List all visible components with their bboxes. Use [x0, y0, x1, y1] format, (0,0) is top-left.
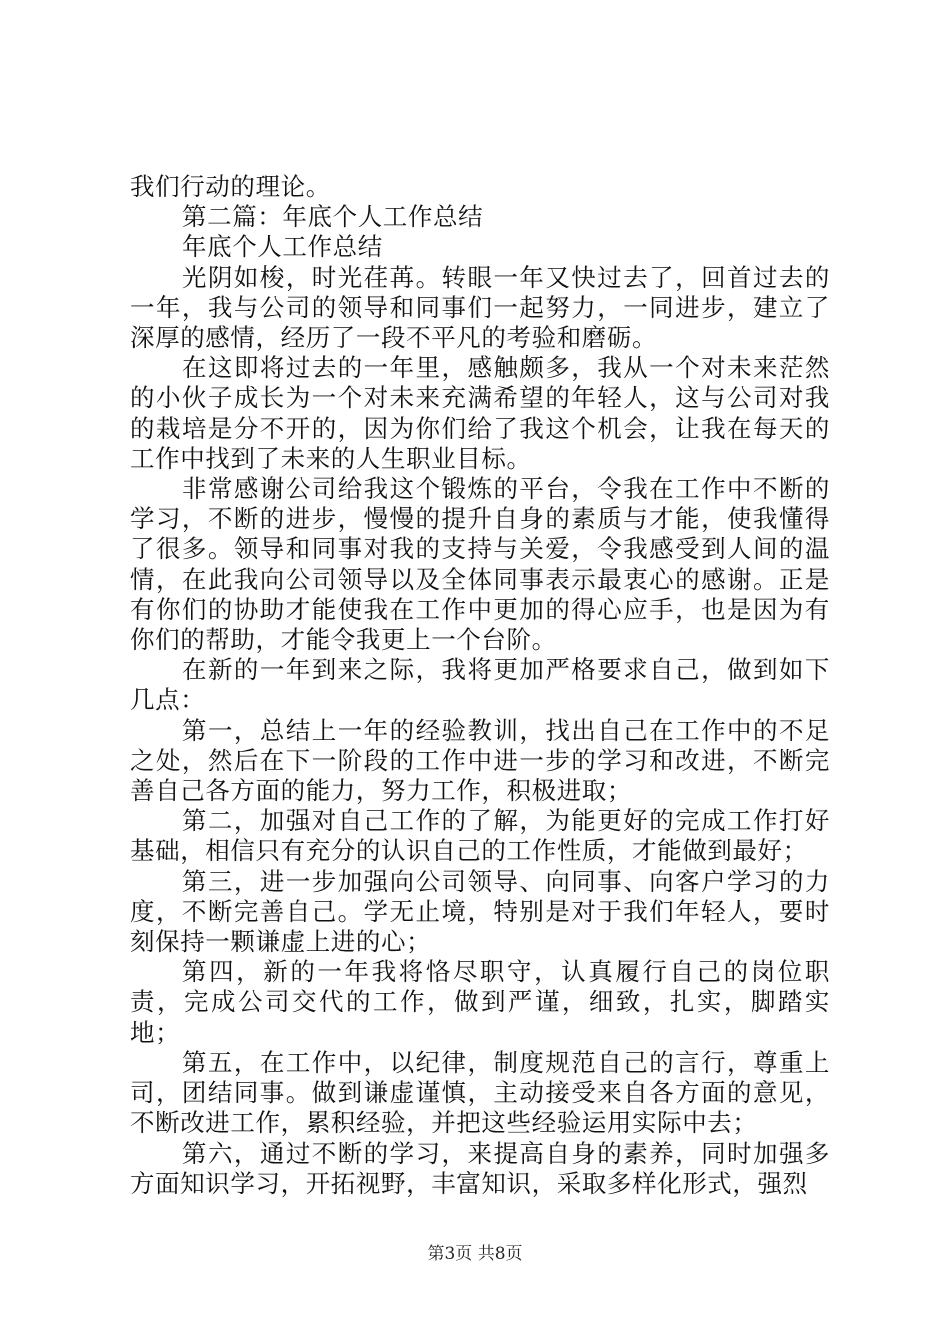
document-body — [130, 172, 830, 1199]
paragraph: 光阴如梭，时光荏苒。转眼一年又快过去了，回首过去的一年，我与公司的领导和同事们一起努力，一同进步，建立了深厚的感情，经历了一段不平凡的考验和磨砺。 — [130, 262, 830, 353]
paragraph: 在这即将过去的一年里，感触颇多，我从一个对未来茫然的小伙子成长为一个对未来充满希望的年轻人，这与公司对我的栽培是分不开的，因为你们给了我这个机会，让我在每天的工作中找到了未来的人生职业目标。 — [130, 353, 830, 473]
document-title: 年底个人工作总结 — [182, 232, 383, 262]
paragraph-continuation: 我们行动的理论。 — [130, 172, 331, 201]
list-item-first: 第一，总结上一年的经验教训，找出自己在工作中的不足之处，然后在下一阶段的工作中进一步的学习和改进，不断完善自己各方面的能力，努力工作，积极进取； — [130, 715, 830, 806]
list-item-sixth: 第六，通过不断的学习，来提高自身的素养，同时加强多方面知识学习，开拓视野，丰富知识，采取多样化形式，强烈 — [130, 1138, 830, 1198]
list-item-second: 第二，加强对自己工作的了解，为能更好的完成工作打好基础，相信只有充分的认识自己的工作性质，才能做到最好； — [130, 806, 830, 866]
page-footer — [0, 1244, 950, 1264]
list-item-fourth: 第四，新的一年我将恪尽职守，认真履行自己的岗位职责，完成公司交代的工作，做到严谨，细致，扎实，脚踏实地； — [130, 957, 830, 1047]
list-item-fifth: 第五，在工作中，以纪律，制度规范自己的言行，尊重上司，团结同事。做到谦虚谨慎，主动接受来自各方面的意见，不断改进工作，累积经验，并把这些经验运用实际中去； — [130, 1047, 830, 1138]
paragraph: 非常感谢公司给我这个锻炼的平台，令我在工作中不断的学习，不断的进步，慢慢的提升自身的素质与才能，使我懂得了很多。领导和同事对我的支持与关爱，令我感受到人间的温情，在此我向公司领导以及全体同事表示最衷心的感谢。正是有你们的协助才能使我在工作中更加的得心应手，也是因为有你们的帮助，才能令我更上一个台阶。 — [130, 474, 830, 655]
paragraph: 在新的一年到来之际，我将更加严格要求自己，做到如下几点： — [130, 655, 830, 715]
page-number: 第3页 共8页 — [427, 1244, 523, 1264]
list-item-third: 第三，进一步加强向公司领导、向同事、向客户学习的力度，不断完善自己。学无止境，特别是对于我们年轻人，要时刻保持一颗谦虚上进的心； — [130, 866, 830, 957]
section-heading: 第二篇：年底个人工作总结 — [182, 202, 484, 232]
